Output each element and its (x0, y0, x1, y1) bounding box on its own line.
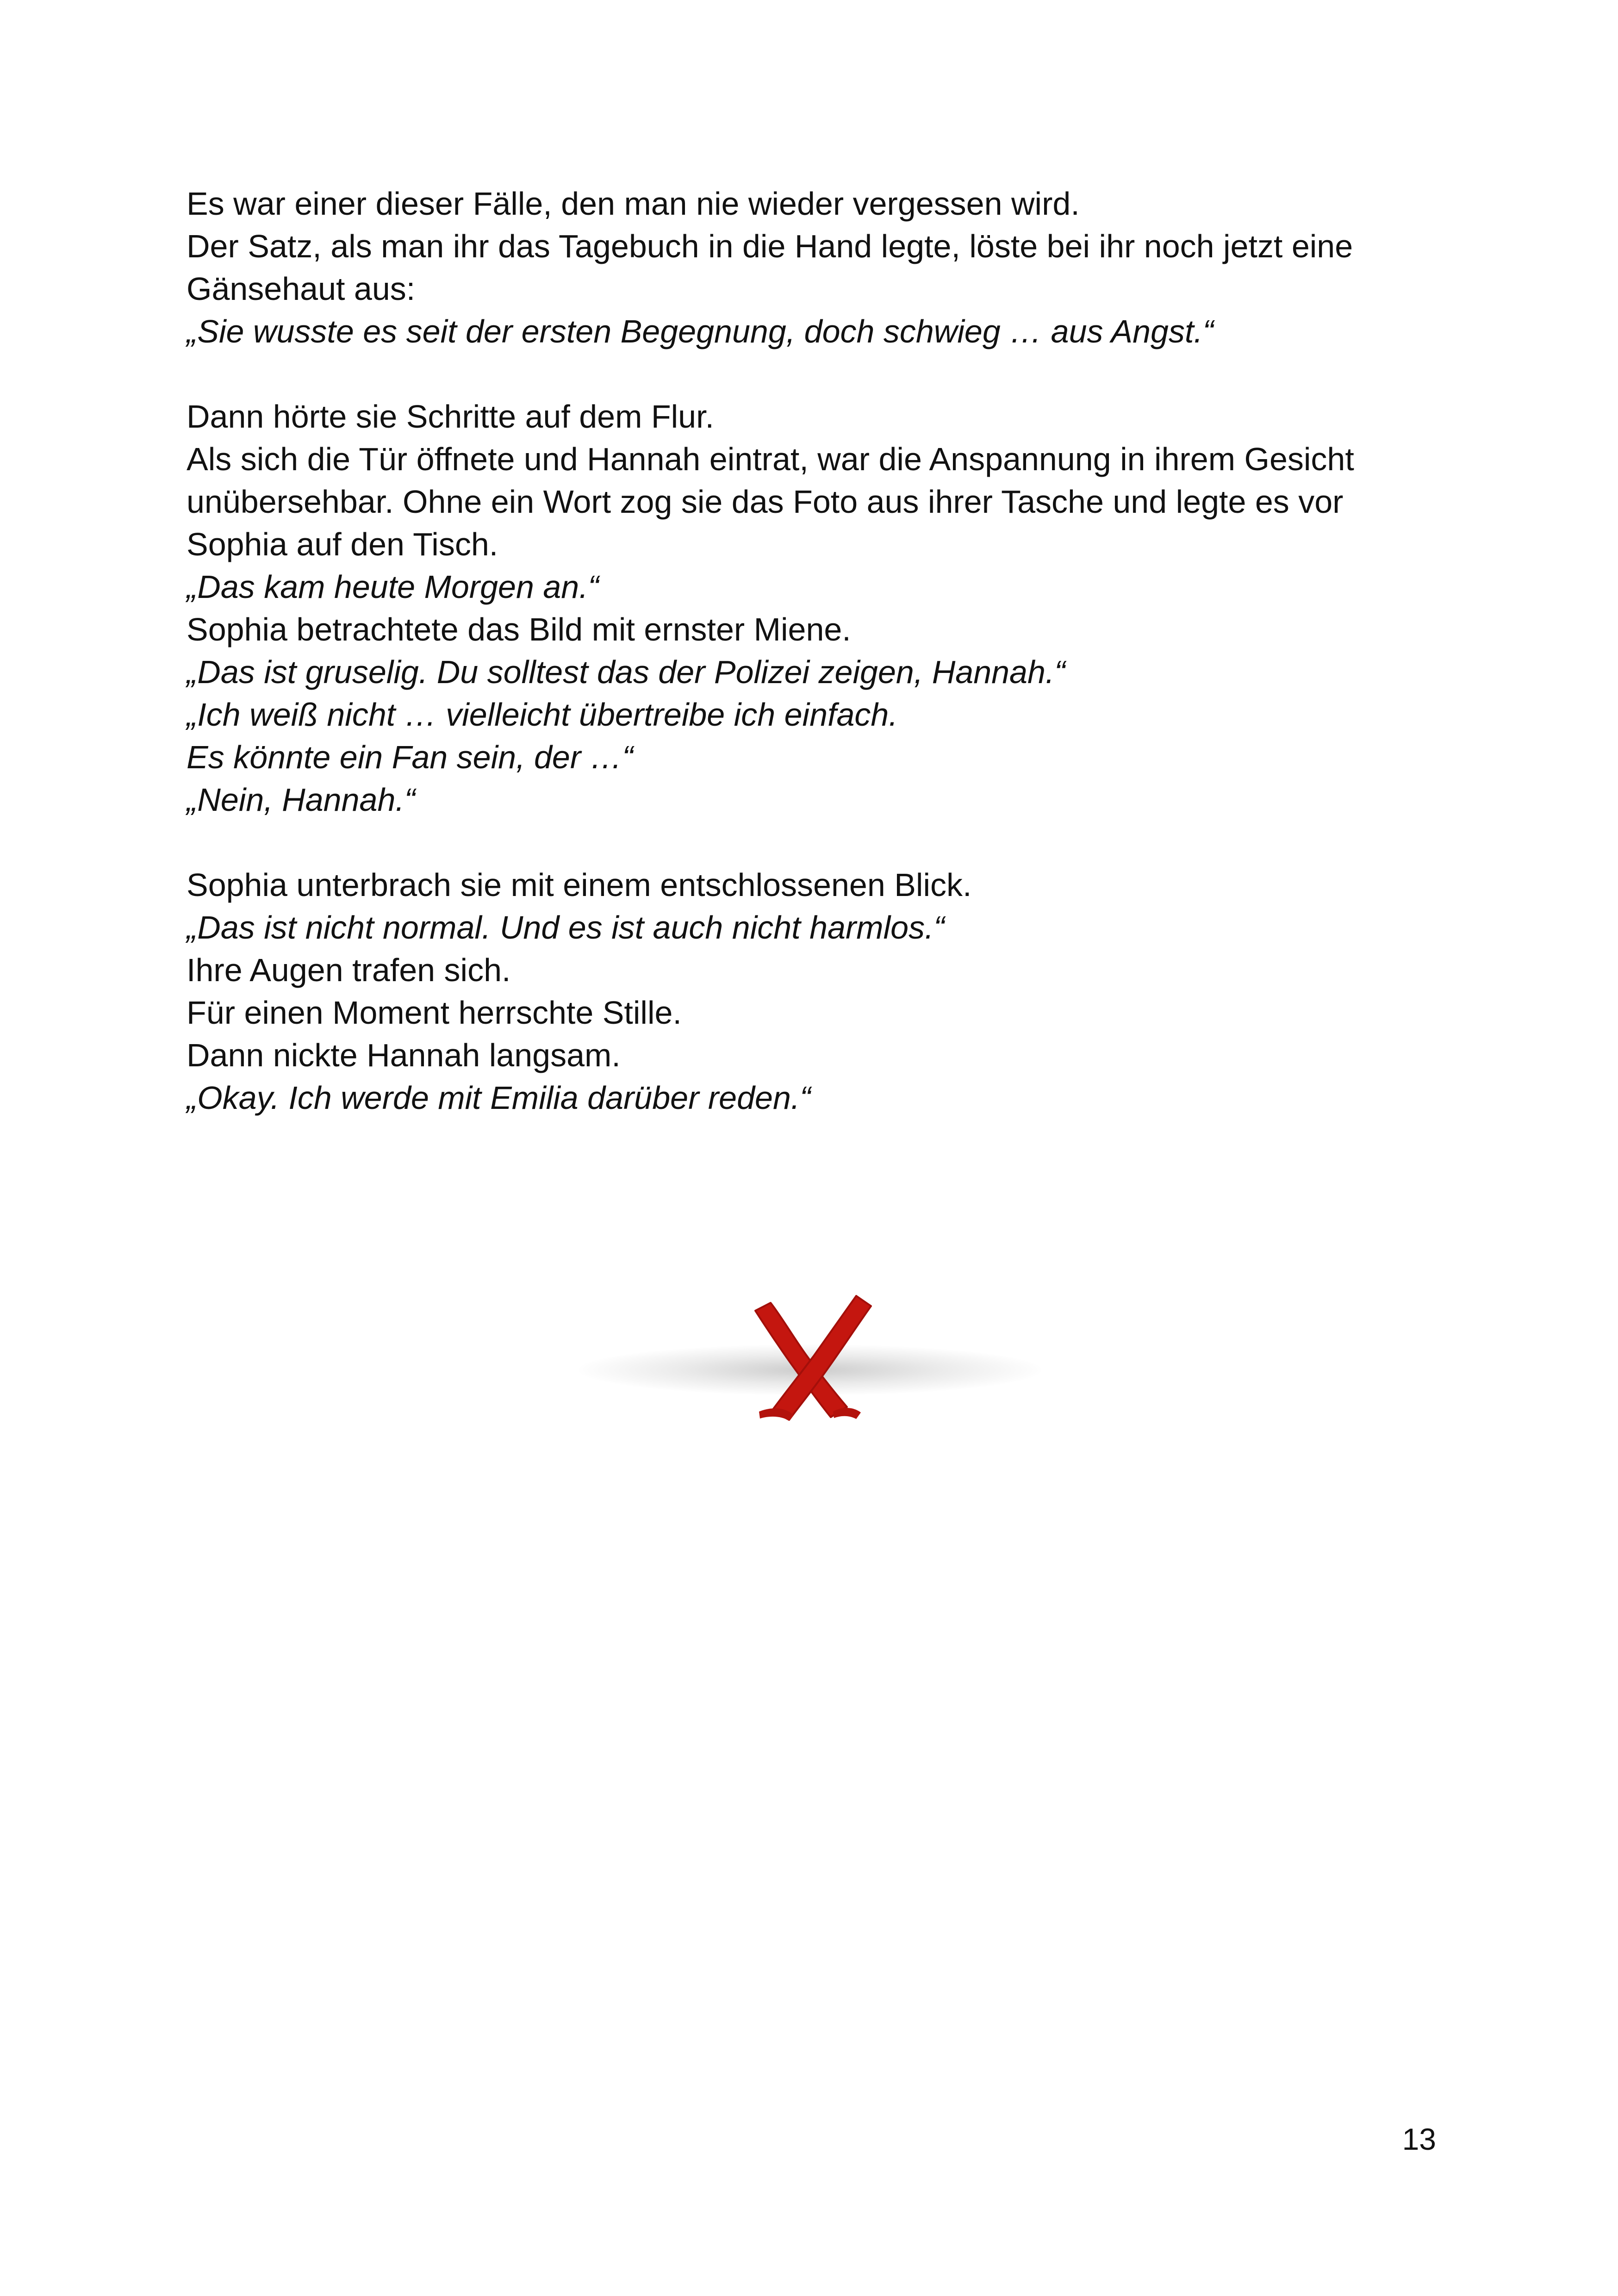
text-line: Ihre Augen trafen sich. (187, 952, 511, 988)
text-line: Als sich die Tür öffnete und Hannah eintrat, war die Anspannung in ihrem Gesicht (187, 441, 1354, 477)
paragraph (187, 395, 1464, 821)
text-line: Sophia betrachtete das Bild mit ernster Miene. (187, 611, 851, 647)
text-line: Sophia auf den Tisch. (187, 526, 498, 562)
red-x-mark-icon (694, 1259, 926, 1444)
text-line: Dann hörte sie Schritte auf dem Flur. (187, 398, 714, 435)
story-text (187, 182, 1464, 1119)
paragraph-gap (187, 821, 1464, 864)
paragraph-gap (187, 353, 1464, 395)
text-line: Für einen Moment herrschte Stille. (187, 995, 682, 1031)
dialogue-line: „Okay. Ich werde mit Emilia darüber reden.“ (187, 1080, 811, 1116)
text-line: Dann nickte Hannah langsam. (187, 1037, 621, 1073)
dialogue-line: Es könnte ein Fan sein, der …“ (187, 739, 633, 775)
paragraph (187, 182, 1464, 353)
text-line: unübersehbar. Ohne ein Wort zog sie das Foto aus ihrer Tasche und legte es vor (187, 484, 1344, 520)
text-line: Der Satz, als man ihr das Tagebuch in die Hand legte, löste bei ihr noch jetzt eine (187, 228, 1353, 264)
paragraph (187, 864, 1464, 1119)
text-line: Gänsehaut aus: (187, 271, 416, 307)
dialogue-line: „Das ist nicht normal. Und es ist auch nicht harmlos.“ (187, 909, 945, 946)
dialogue-line: „Das ist gruselig. Du solltest das der Polizei zeigen, Hannah.“ (187, 654, 1065, 690)
dialogue-line: „Sie wusste es seit der ersten Begegnung, doch schwieg … aus Angst.“ (187, 313, 1214, 349)
page-number: 13 (1402, 2122, 1436, 2156)
dialogue-line: „Ich weiß nicht … vielleicht übertreibe ich einfach. (187, 697, 898, 733)
x-mark-strokes (755, 1296, 871, 1421)
text-line: Es war einer dieser Fälle, den man nie wieder vergessen wird. (187, 186, 1080, 222)
text-line: Sophia unterbrach sie mit einem entschlossenen Blick. (187, 867, 972, 903)
dialogue-line: „Das kam heute Morgen an.“ (187, 569, 599, 605)
dialogue-line: „Nein, Hannah.“ (187, 782, 416, 818)
